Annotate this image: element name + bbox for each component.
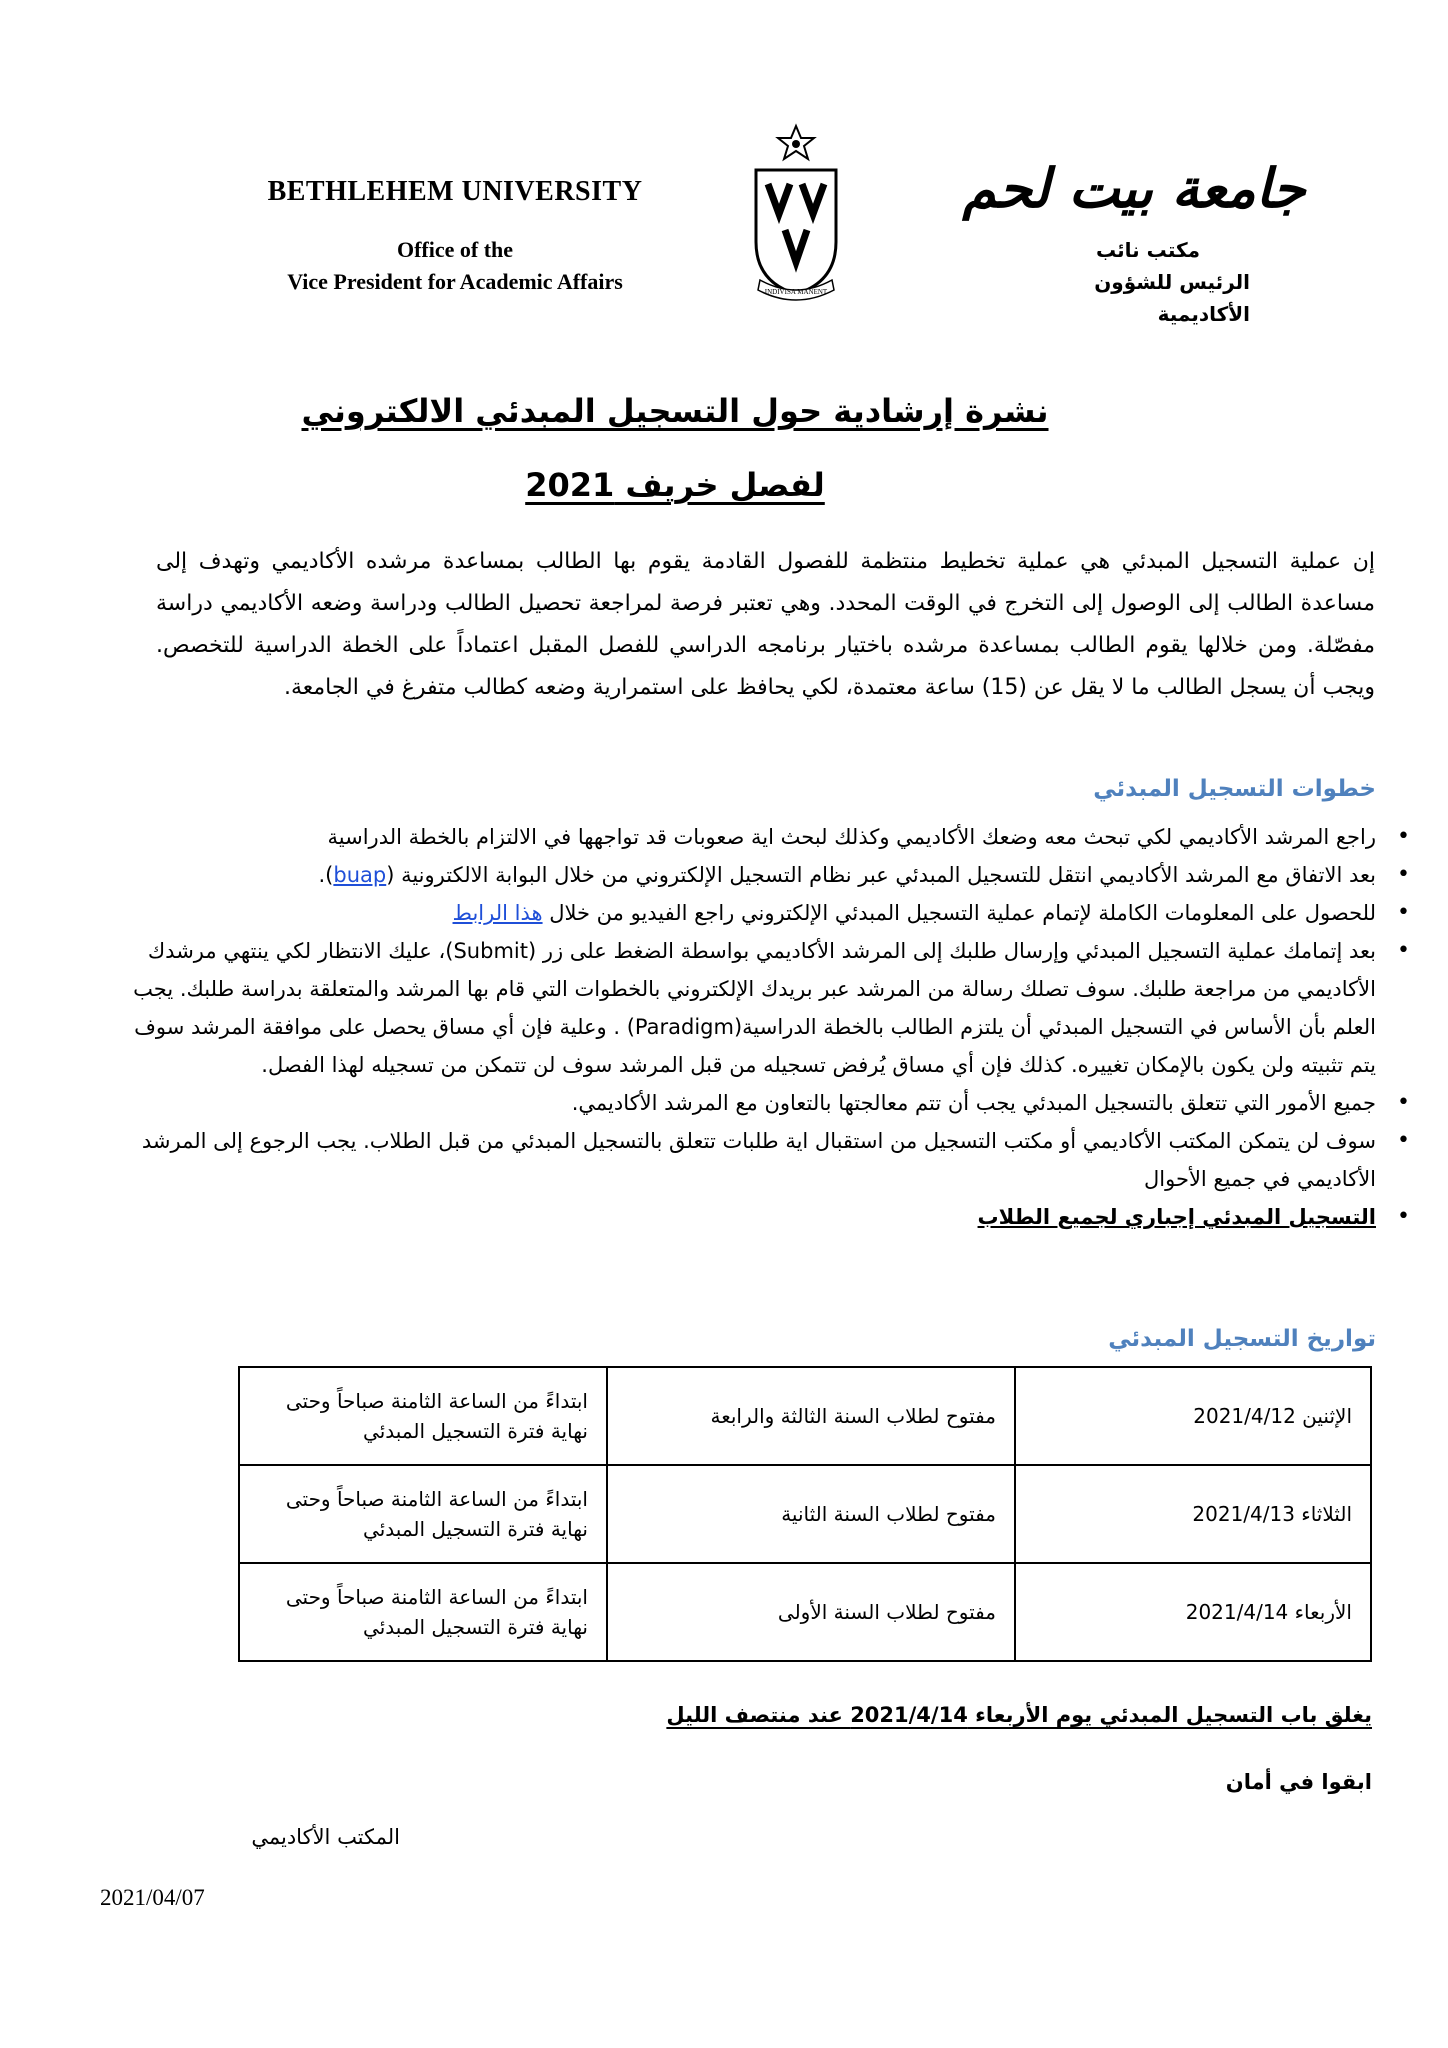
steps-list bbox=[130, 818, 1412, 1236]
list-item bbox=[130, 932, 1376, 1084]
table-cell-group: مفتوح لطلاب السنة الثانية bbox=[607, 1465, 1015, 1563]
table-cell-day: الإثنين 2021/4/12 bbox=[1015, 1367, 1371, 1465]
svg-text:INDIVISA MANENT: INDIVISA MANENT bbox=[764, 288, 828, 296]
steps-heading: خطوات التسجيل المبدئي bbox=[1093, 776, 1376, 802]
list-item bbox=[130, 894, 1376, 932]
list-item bbox=[130, 1122, 1376, 1198]
page-title: نشرة إرشادية حول التسجيل المبدئي الالكتروني bbox=[301, 392, 1049, 430]
step-text-emphasis: التسجيل المبدئي إجباري لجميع الطلاب bbox=[977, 1205, 1376, 1229]
office-name-ar bbox=[1000, 234, 1250, 330]
step-text: بعد الاتفاق مع المرشد الأكاديمي انتقل للتسجيل المبدئي عبر نظام التسجيل الإلكتروني من خلال البوابة الالكترونية ( bbox=[386, 863, 1376, 887]
table-cell-time: ابتداءً من الساعة الثامنة صباحاً وحتى نهاية فترة التسجيل المبدئي bbox=[239, 1367, 607, 1465]
table-row bbox=[239, 1563, 1371, 1661]
university-crest-icon bbox=[746, 122, 846, 307]
table-cell-group: مفتوح لطلاب السنة الثالثة والرابعة bbox=[607, 1367, 1015, 1465]
list-item bbox=[130, 1084, 1376, 1122]
list-item bbox=[130, 856, 1376, 894]
step-text: للحصول على المعلومات الكاملة لإتمام عملية التسجيل المبدئي الإلكتروني راجع الفيديو من خلال bbox=[542, 901, 1376, 925]
table-cell-day: الأربعاء 2021/4/14 bbox=[1015, 1563, 1371, 1661]
signature-office: المكتب الأكاديمي bbox=[251, 1825, 400, 1849]
office-ar-line1: مكتب نائب bbox=[1095, 238, 1200, 262]
dates-table bbox=[238, 1366, 1372, 1662]
list-item bbox=[130, 1198, 1376, 1236]
step-text-end: ). bbox=[318, 863, 334, 887]
closing-notice: يغلق باب التسجيل المبدئي يوم الأربعاء 2021/4/14 عند منتصف الليل bbox=[666, 1703, 1372, 1727]
step-text: جميع الأمور التي تتعلق بالتسجيل المبدئي يجب أن تتم معالجتها بالتعاون مع المرشد الأكاديمي. bbox=[571, 1091, 1376, 1115]
table-cell-time: ابتداءً من الساعة الثامنة صباحاً وحتى نهاية فترة التسجيل المبدئي bbox=[239, 1563, 607, 1661]
farewell-text: ابقوا في أمان bbox=[1225, 1770, 1372, 1794]
table-cell-group: مفتوح لطلاب السنة الأولى bbox=[607, 1563, 1015, 1661]
table-row bbox=[239, 1465, 1371, 1563]
university-name-en: BETHLEHEM UNIVERSITY bbox=[267, 176, 643, 207]
table-cell-time: ابتداءً من الساعة الثامنة صباحاً وحتى نهاية فترة التسجيل المبدئي bbox=[239, 1465, 607, 1563]
table-row bbox=[239, 1367, 1371, 1465]
step-text: بعد إتمامك عملية التسجيل المبدئي وإرسال طلبك إلى المرشد الأكاديمي بواسطة الضغط على زر (Submit)، عليك الانتظار لكي ينتهي مرشدك الأكاديمي من مراجعة طلبك. سوف تصلك رسالة من المرشد عبر بريدك الإلكتروني بالخطوات التي قام بها المرشد والمتعلقة بدراسة طلبك. يجب العلم بأن الأساس في التسجيل المبدئي أن يلتزم الطالب بالخطة الدراسية(Paradigm) . وعلية فإن أي مساق يحصل على موافقة المرشد سوف يتم تثبيته ولن يكون بالإمكان تغييره. كذلك فإن أي مساق يُرفض تسجيله من قبل المرشد سوف لن تتمكن من تسجيله لهذا الفصل. bbox=[133, 939, 1376, 1077]
list-item bbox=[130, 818, 1376, 856]
office-name-en bbox=[220, 234, 690, 298]
office-en-line1: Office of the bbox=[396, 237, 514, 262]
university-name-ar-logo: جامعة بيت لحم bbox=[962, 156, 1306, 220]
step-text: راجع المرشد الأكاديمي لكي تبحث معه وضعك الأكاديمي وكذلك لبحث اية صعوبات قد تواجهها في الالتزام بالخطة الدراسية bbox=[327, 825, 1376, 849]
table-cell-day: الثلاثاء 2021/4/13 bbox=[1015, 1465, 1371, 1563]
document-date: 2021/04/07 bbox=[100, 1885, 205, 1910]
intro-paragraph: إن عملية التسجيل المبدئي هي عملية تخطيط منتظمة للفصول القادمة يقوم بها الطالب بمساعدة مرشده الأكاديمي وتهدف إلى مساعدة الطالب إلى الوصول إلى التخرج في الوقت المحدد. وهي تعتبر فرصة لمراجعة تحصيل الطالب ودراسة وضعه الأكاديمي دراسة مفصّلة. ومن خلالها يقوم الطالب بمساعدة مرشده باختيار برنامجه الدراسي للفصل المقبل اعتماداً على الخطة الدراسية للتخصص. ويجب أن يسجل الطالب ما لا يقل عن (15) ساعة معتمدة، لكي يحافظ على استمرارية وضعه كطالب متفرغ في الجامعة. bbox=[156, 549, 1375, 700]
office-en-line2: Vice President for Academic Affairs bbox=[287, 269, 623, 294]
office-ar-line2: الرئيس للشؤون الأكاديمية bbox=[1094, 270, 1250, 326]
dates-heading: تواريخ التسجيل المبدئي bbox=[1108, 1326, 1376, 1352]
page-subtitle: لفصل خريف 2021 bbox=[525, 466, 825, 504]
buap-link[interactable]: buap bbox=[333, 863, 387, 887]
video-link[interactable]: هذا الرابط bbox=[452, 901, 543, 925]
step-text: سوف لن يتمكن المكتب الأكاديمي أو مكتب التسجيل من استقبال اية طلبات تتعلق بالتسجيل المبدئي من قبل الطلاب. يجب الرجوع إلى المرشد الأكاديمي في جميع الأحوال bbox=[141, 1129, 1376, 1191]
